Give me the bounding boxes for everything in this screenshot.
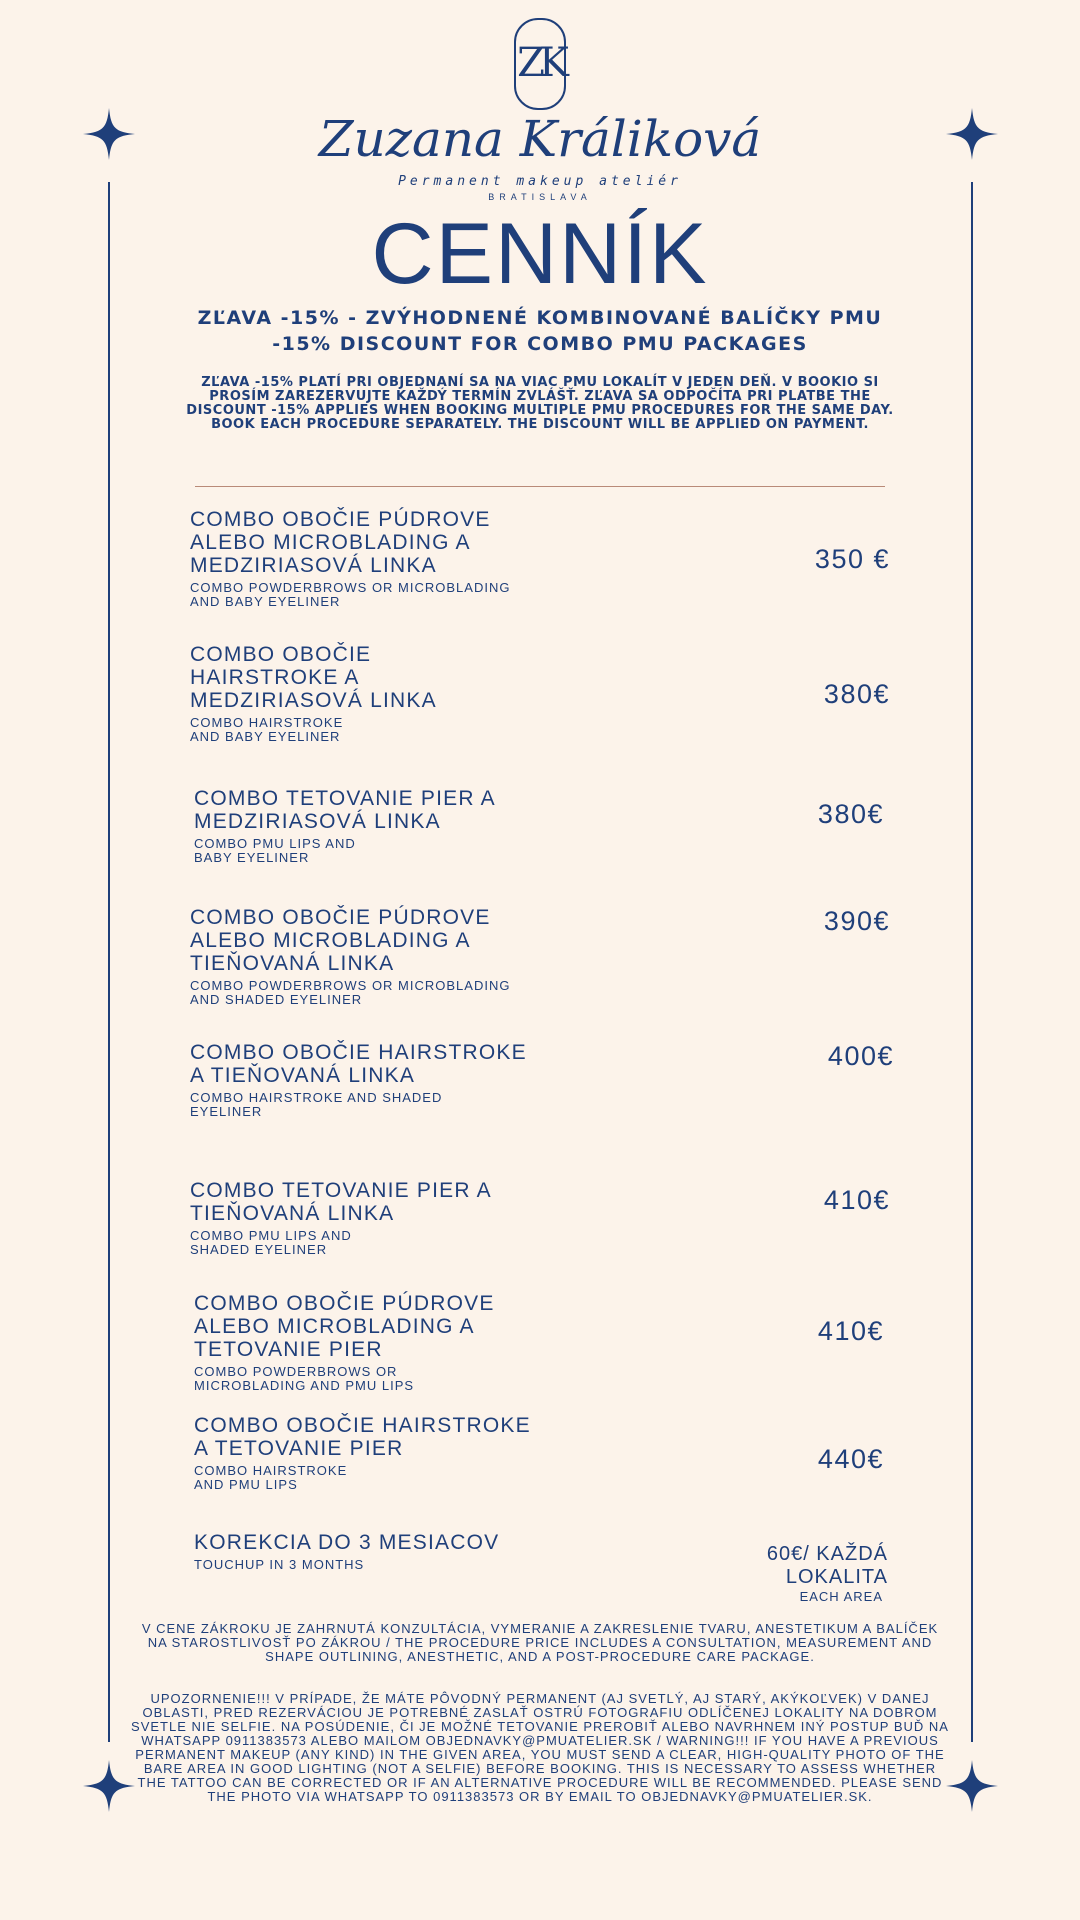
item-price: 410€ (823, 1185, 890, 1215)
discount-line-en: -15% DISCOUNT FOR COMBO PMU PACKAGES (272, 333, 808, 355)
sparkle-icon (83, 1760, 135, 1812)
monogram-badge (514, 18, 566, 110)
item-name: COMBO OBOČIE HAIRSTROKE A MEDZIRIASOVÁ LINKA (190, 643, 437, 712)
brand-name: Zuzana Králiková (318, 110, 762, 168)
item-subtitle: COMBO HAIRSTROKE AND PMU LIPS (194, 1463, 348, 1492)
item-name: COMBO TETOVANIE PIER A TIEŇOVANÁ LINKA (190, 1179, 491, 1225)
left-frame-line (108, 182, 110, 1742)
item-name: COMBO OBOČIE PÚDROVE ALEBO MICROBLADING A TETOVANIE PIER (194, 1292, 495, 1361)
monogram-text: ZK (517, 40, 563, 86)
warning-note: UPOZORNENIE!!! V PRÍPADE, ŽE MÁTE PÔVODNÝ PERMANENT (AJ SVETLÝ, AJ STARÝ, AKÝKOĽVEK) V DANEJ OBLASTI, PRED REZERVÁCIOU JE POTREBNÉ ZASLAŤ OSTRÚ FOTOGRAFIU ODLÍČENEJ LOKALITY NA DOBROM SVETLE NIE SELFIE. NA POSÚDENIE, ČI JE MOŽNÉ TETOVANIE PREROBIŤ ALEBO NAVRHNEM INÝ POSTUP BUĎ NA WHATSAPP 0911383573 ALEBO MAILOM OBJEDNAVKY@PMUATELIER.SK / WARNING!!! IF YOU HAVE A PREVIOUS PERMANENT MAKEUP (ANY KIND) IN THE GIVEN AREA, YOU MUST SEND A CLEAR, HIGH-QUALITY PHOTO OF THE BARE AREA IN GOOD LIGHTING (NOT A SELFIE) BEFORE BOOKING. THIS IS NECESSARY TO ASSESS WHETHER THE TATTOO CAN BE CORRECTED OR IF AN ALTERNATIVE PROCEDURE WILL BE RECOMMENDED. PLEASE SEND THE PHOTO VIA WHATSAPP TO 0911383573 OR BY EMAIL TO OBJEDNAVKY@PMUATELIER.SK. (131, 1691, 949, 1804)
right-frame-line (971, 182, 973, 1742)
logo (0, 18, 1080, 115)
sparkle-icon (946, 1760, 998, 1812)
item-price: 380€ (823, 679, 890, 709)
price-item (190, 906, 890, 1007)
price-item (190, 508, 890, 609)
price-item (194, 1414, 884, 1492)
price-item (194, 1531, 888, 1604)
brand-tagline: Permanent makeup ateliér (398, 174, 682, 189)
item-price-note: EACH AREA (799, 1589, 883, 1604)
item-subtitle: COMBO PMU LIPS AND SHADED EYELINER (190, 1228, 352, 1257)
item-subtitle: TOUCHUP IN 3 MONTHS (194, 1557, 365, 1572)
price-item (190, 643, 890, 744)
divider (195, 486, 885, 487)
item-price: 350 € (814, 544, 890, 574)
page-title: CENNÍK (371, 206, 709, 302)
item-subtitle: COMBO PMU LIPS AND BABY EYELINER (194, 836, 356, 865)
item-name: COMBO OBOČIE HAIRSTROKE A TIEŇOVANÁ LINKA (190, 1041, 527, 1087)
item-price: 440€ (817, 1444, 884, 1474)
item-name: COMBO OBOČIE PÚDROVE ALEBO MICROBLADING A TIEŇOVANÁ LINKA (190, 906, 491, 975)
item-price: 390€ (823, 906, 890, 936)
item-subtitle: COMBO POWDERBROWS OR MICROBLADING AND SHADED EYELINER (190, 978, 511, 1007)
price-item (194, 787, 884, 865)
price-item (190, 1041, 894, 1119)
discount-note: ZĽAVA -15% PLATÍ PRI OBJEDNANÍ SA NA VIAC PMU LOKALÍT V JEDEN DEŇ. V BOOKIO SI PROSÍM ZAREZERVUJTE KAŽDÝ TERMÍN ZVLÁŠŤ. ZĽAVA SA ODPOČÍTA PRI PLATBE THE DISCOUNT -15% APPLIES WHEN BOOKING MULTIPLE PMU PROCEDURES FOR THE SAME DAY. BOOK EACH PROCEDURE SEPARATELY. THE DISCOUNT WILL BE APPLIED ON PAYMENT. (186, 375, 894, 432)
item-name: COMBO OBOČIE HAIRSTROKE A TETOVANIE PIER (194, 1414, 531, 1460)
price-item (194, 1292, 884, 1393)
discount-heading (140, 305, 940, 357)
item-price (728, 1543, 888, 1605)
item-price: 410€ (817, 1316, 884, 1346)
item-subtitle: COMBO POWDERBROWS OR MICROBLADING AND BABY EYELINER (190, 580, 511, 609)
item-subtitle: COMBO HAIRSTROKE AND SHADED EYELINER (190, 1090, 443, 1119)
price-includes-note: V CENE ZÁKROKU JE ZAHRNUTÁ KONZULTÁCIA, VYMERANIE A ZAKRESLENIE TVARU, ANESTETIKUM A BALÍČEK NA STAROSTLIVOSŤ PO ZÁKROU / THE PROCEDURE PRICE INCLUDES A CONSULTATION, MEASUREMENT AND SHAPE OUTLINING, ANESTHETIC, AND A POST-PROCEDURE CARE PACKAGE. (141, 1621, 939, 1664)
item-price-value: 60€/ KAŽDÁ LOKALITA (766, 1543, 888, 1588)
item-name: COMBO OBOČIE PÚDROVE ALEBO MICROBLADING A MEDZIRIASOVÁ LINKA (190, 508, 491, 577)
item-subtitle: COMBO HAIRSTROKE AND BABY EYELINER (190, 715, 344, 744)
item-price: 380€ (817, 799, 884, 829)
price-item (190, 1179, 890, 1257)
discount-line-sk: ZĽAVA -15% - ZVÝHODNENÉ KOMBINOVANÉ BALÍČKY PMU (197, 307, 883, 329)
item-name: KOREKCIA DO 3 MESIACOV (194, 1531, 500, 1554)
brand-city: BRATISLAVA (488, 192, 592, 202)
item-price: 400€ (827, 1041, 894, 1071)
item-name: COMBO TETOVANIE PIER A MEDZIRIASOVÁ LINKA (194, 787, 495, 833)
item-subtitle: COMBO POWDERBROWS OR MICROBLADING AND PMU LIPS (194, 1364, 415, 1393)
